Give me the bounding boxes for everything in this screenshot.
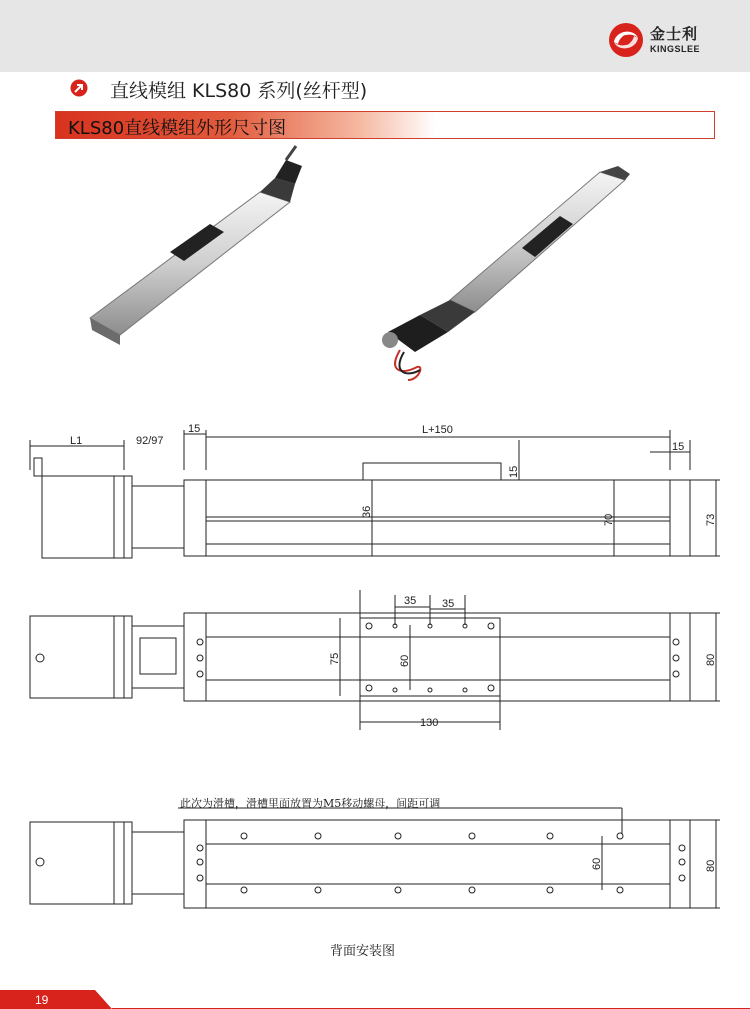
dim-70: 70 xyxy=(603,513,615,526)
dim-92-97: 92/97 xyxy=(136,435,164,447)
dim-15-right: 15 xyxy=(672,441,685,453)
dim-36: 36 xyxy=(361,505,373,518)
side-view-drawing xyxy=(30,430,720,558)
brand-logo xyxy=(606,20,716,62)
dim-73: 73 xyxy=(705,513,717,526)
banner-title: KLS80直线模组外形尺寸图 xyxy=(68,118,287,139)
product-photos xyxy=(70,140,690,390)
arrow-circle-icon xyxy=(70,79,88,97)
dim-75: 75 xyxy=(329,652,341,665)
dim-l150: L+150 xyxy=(422,424,453,436)
dim-60: 60 xyxy=(399,654,411,667)
section-banner xyxy=(55,111,715,139)
dim-80: 80 xyxy=(705,653,717,666)
module-photo-right xyxy=(382,166,630,380)
page-footer xyxy=(0,990,750,1009)
dim-35-a: 35 xyxy=(404,595,417,607)
page-header xyxy=(0,0,750,72)
page-title: 直线模组 KLS80 系列(丝杆型) xyxy=(110,80,368,102)
brand-name-cn: 金士利 xyxy=(650,25,699,43)
dim-80-bottom: 80 xyxy=(705,859,717,872)
kingslee-swirl-icon xyxy=(606,20,646,60)
dim-l1: L1 xyxy=(70,435,83,447)
drawing-caption: 背面安装图 xyxy=(330,944,396,959)
dim-130: 130 xyxy=(420,717,439,729)
dim-15-slider: 15 xyxy=(508,465,520,478)
slot-note: 此次为滑槽，滑槽里面放置为M5移动螺母，间距可调 xyxy=(180,797,441,810)
page-number: 19 xyxy=(35,993,49,1007)
bottom-view-drawing xyxy=(30,808,720,908)
dim-60-bottom: 60 xyxy=(591,857,603,870)
top-view-drawing xyxy=(30,590,720,730)
dimension-drawings xyxy=(0,400,750,990)
brand-name-en: KINGSLEE xyxy=(650,44,701,54)
module-photo-left xyxy=(90,146,302,345)
dim-35-b: 35 xyxy=(442,598,455,610)
dim-15-left: 15 xyxy=(188,423,201,435)
